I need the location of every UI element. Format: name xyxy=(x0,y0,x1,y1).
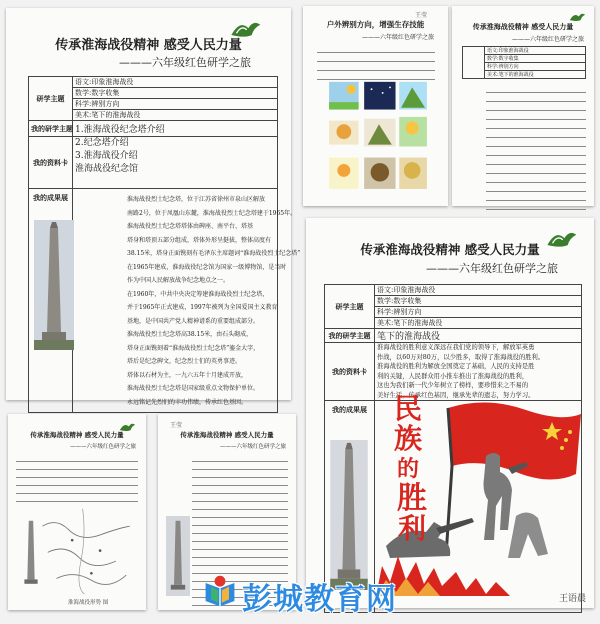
signature: 王语晨 xyxy=(558,594,586,604)
cartoon-grid xyxy=(323,80,433,200)
essay-line: 这也为我们新一代少年树立了榜样，要珍惜来之不易的 xyxy=(377,382,529,389)
my-theme-text: 1.淮海战役纪念塔介绍 xyxy=(73,121,278,137)
sheet-subtitle: ———六年级红色研学之旅 xyxy=(426,262,558,275)
brand-name: 彭城教育网 xyxy=(242,582,397,617)
monument-photo xyxy=(166,510,190,602)
map-caption: 淮海战役形势 图 xyxy=(68,600,109,606)
essay-line: 南路2号，位于凤凰山东麓，淮海战役烈士纪念塔建于1965年。 xyxy=(127,209,297,217)
monument-photo xyxy=(330,440,368,590)
essay-line: 作战，以60万对80万，以少胜多，取得了淮海战役的胜利。 xyxy=(377,353,545,361)
essay-line: 并于1965年正式建成，1997年被列为全国爱国主义教育 xyxy=(127,304,278,311)
essay-line: 塔后是纪念碑文，纪念烈士们的英勇事迹。 xyxy=(127,358,242,365)
essay-line: 基地，是中国共产党人精神谱系的重要组成部分。 xyxy=(127,317,260,325)
brand-watermark xyxy=(200,572,412,617)
essay-line: 塔体以石材为主，一九六五年十月建成开放， xyxy=(127,371,248,379)
essay-line: 38.15米，塔身正面镌刻有毛泽东主席题词“淮海战役烈士纪念塔” xyxy=(127,250,301,257)
poster-slogan xyxy=(388,394,428,544)
essay-line: 作为中国人民解放战争纪念地点之一。 xyxy=(127,277,230,284)
essay-line: 塔身正面镌刻着“淮海战役烈士纪念塔”鎏金大字， xyxy=(127,344,260,352)
label-my-theme: 我的研学主题 xyxy=(325,329,375,343)
subject-science: 科学:辨别方向 xyxy=(73,99,278,110)
essay-line: 淮海战役烈士纪念塔，位于江苏省徐州市泉山区解放 xyxy=(127,196,266,203)
essay-line: 美好生活，传承红色基因，继承先辈的遗志，努力学习。 xyxy=(377,391,535,399)
monument-photo xyxy=(20,508,42,598)
material-line: 淮海战役纪念馆 xyxy=(75,164,139,174)
subject-math: 数学:数字收集 xyxy=(73,88,278,99)
book-logo-icon xyxy=(202,574,238,610)
label-result: 我的成果展 xyxy=(325,401,375,613)
material-line: 3.淮海战役介绍 xyxy=(75,151,138,161)
worksheet-outdoor xyxy=(303,6,448,206)
row: 语文:印象淮海战役 xyxy=(485,47,586,55)
my-theme-text: 笔下的淮海战役 xyxy=(375,329,582,343)
stamp-name: 王莹 xyxy=(170,422,183,429)
sheet-subtitle: ———六年级红色研学之旅 xyxy=(119,56,251,69)
row: 数学:数字收集 xyxy=(485,55,586,63)
worksheet-big xyxy=(6,8,301,406)
sheet-title: 传承淮海战役精神 感受人民力量 xyxy=(360,242,540,257)
sheet-subtitle: ———六年级红色研学之旅 xyxy=(361,34,434,41)
essay-line: 在1965年建成，淮海战役纪念馆为国家一级博物馆，是当时 xyxy=(127,263,287,271)
worksheet-art xyxy=(306,218,594,608)
sheet-subtitle: ———六年级红色研学之旅 xyxy=(69,444,136,450)
label-theme: 研学主题 xyxy=(29,77,73,121)
essay-line: 塔身和塔顶五部分组成，塔体外形呈挺拔，整体高度有 xyxy=(127,236,272,244)
essay-line: 淮海战役烈士纪念塔高38.15米，由石头砌成， xyxy=(127,331,253,338)
monument-photo xyxy=(34,220,74,350)
stamp-name: 王莹 xyxy=(415,12,428,19)
subject-table xyxy=(462,46,586,79)
essay-text xyxy=(127,193,301,409)
subject-art: 美术:笔下的淮海战役 xyxy=(73,110,278,121)
essay-line: 淮海战役的胜利意义深远在我们党的领导下，解放军英勇 xyxy=(377,344,535,351)
essay-line: 永远铭记先烈们的丰功伟绩，传承红色基因。 xyxy=(127,398,248,406)
ruled-lines xyxy=(486,84,586,210)
worksheet-map xyxy=(8,414,146,610)
essay-line: 在1960年，中共中央决定筹建淮海战役烈士纪念塔， xyxy=(127,290,269,298)
sheet-title: 户外辨别方向，增强生存技能 xyxy=(326,20,425,29)
slogan-char: 胜 xyxy=(397,481,427,516)
subject-chinese: 语文:印象淮海战役 xyxy=(375,285,582,296)
label-material: 我的资料卡 xyxy=(325,343,375,401)
sheet-title: 传承淮海战役精神 感受人民力量 xyxy=(472,23,574,31)
row: 科学:辨别方向 xyxy=(485,63,586,71)
slogan-char: 民 xyxy=(393,392,422,425)
essay-line: 淮海战役烈士纪念塔塔体由碑座、南平台、塔基 xyxy=(127,223,254,230)
form-lines xyxy=(317,44,435,80)
sheet-title: 传承淮海战役精神 感受人民力量 xyxy=(30,431,124,439)
essay-line: 淮海战役烈士纪念塔是国家级重点文物保护单位。 xyxy=(127,385,260,392)
sheet-subtitle: ———六年级红色研学之旅 xyxy=(511,36,584,43)
material-card xyxy=(73,137,278,189)
subject-science: 科学:辨别方向 xyxy=(375,307,582,318)
label-my-theme: 我的研学主题 xyxy=(29,121,73,137)
subject-math: 数学:数字收集 xyxy=(375,296,582,307)
result-cell xyxy=(73,189,301,413)
worksheet-topright xyxy=(452,6,594,206)
subject-art: 美术:笔下的淮海战役 xyxy=(375,318,582,329)
essay-line: 利的关键，人民群众用小推车推出了淮海战役的胜利， xyxy=(377,372,529,380)
sheet-subtitle: ———六年级红色研学之旅 xyxy=(219,444,286,450)
slogan-char: 族 xyxy=(393,422,422,455)
slogan-char: 利 xyxy=(397,512,426,545)
label-result: 我的成果展 xyxy=(29,189,73,413)
subject-chinese: 语文:印象淮海战役 xyxy=(73,77,278,88)
label-material: 我的资料卡 xyxy=(29,137,73,189)
battle-map xyxy=(34,500,140,596)
material-line: 2.纪念塔介绍 xyxy=(75,138,129,148)
sheet-title: 传承淮海战役精神 感受人民力量 xyxy=(180,431,274,439)
essay-line: 淮海战役的胜利为解放全国奠定了基础，人民的支持是胜 xyxy=(377,363,535,370)
row: 美术:笔下的淮海战役 xyxy=(485,71,586,79)
label-theme: 研学主题 xyxy=(325,285,375,329)
slogan-char: 的 xyxy=(396,456,419,482)
form-lines xyxy=(16,454,138,502)
sheet-title: 传承淮海战役精神 感受人民力量 xyxy=(55,38,242,53)
